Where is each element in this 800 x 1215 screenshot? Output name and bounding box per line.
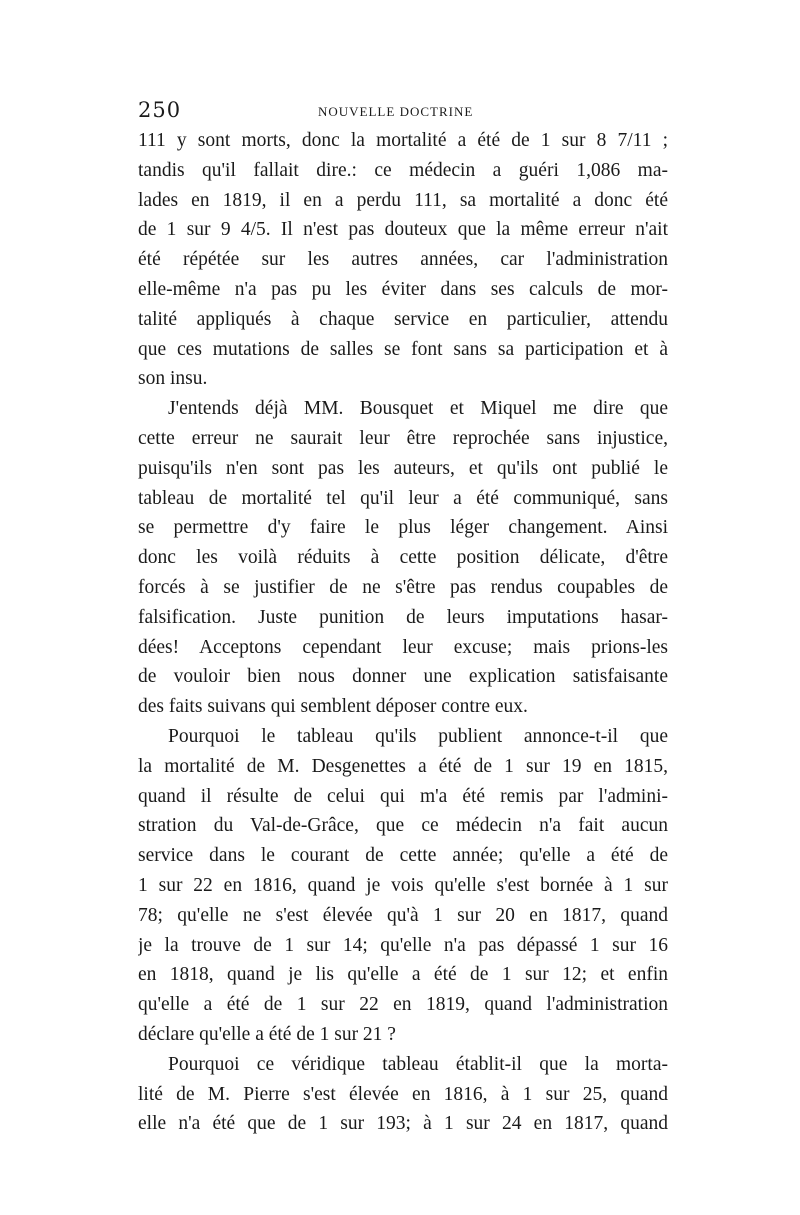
text-line: 1 sur 22 en 1816, quand je vois qu'elle s'est bornée à 1 sur [138,874,668,896]
paragraph-start-line: Pourquoi le tableau qu'ils publient annonce-t-il que [168,725,668,747]
text-line: 111 y sont morts, donc la mortalité a été de 1 sur 8 7/11 ; [138,130,668,151]
text-line: tandis qu'il fallait dire.: ce médecin a guéri 1,086 ma- [138,159,668,181]
text-line: quand il résulte de celui qui m'a été remis par l'admini- [138,785,668,807]
text-line: forcés à se justifier de ne s'être pas rendus coupables de [138,576,668,598]
text-line: lades en 1819, il en a perdu 111, sa mortalité a donc été [138,189,668,211]
text-line: se permettre d'y faire le plus léger changement. Ainsi [138,517,668,539]
text-line: stration du Val-de-Grâce, que ce médecin n'a fait aucun [138,815,668,837]
text-line: talité appliqués à chaque service en particulier, attendu [138,308,668,330]
text-line: la mortalité de M. Desgenettes a été de 1 sur 19 en 1815, [138,755,668,777]
text-line: cette erreur ne saurait leur être reprochée sans injustice, [138,427,668,449]
text-line: des faits suivans qui semblent déposer contre eux. [138,696,528,718]
paragraph-start-line: Pourquoi ce véridique tableau établit-il que la morta- [168,1053,668,1075]
text-line: dées! Acceptons cependant leur excuse; mais prions-les [138,636,668,658]
text-line: falsification. Juste punition de leurs imputations hasar- [138,606,668,628]
text-line: que ces mutations de salles se font sans sa participation et à [138,338,668,360]
text-line: en 1818, quand je lis qu'elle a été de 1 sur 12; et enfin [138,964,668,986]
text-line: donc les voilà réduits à cette position délicate, d'être [138,547,668,569]
text-line: de 1 sur 9 4/5. Il n'est pas douteux que la même erreur n'ait [138,219,668,241]
text-line: elle-même n'a pas pu les éviter dans ses calculs de mor- [138,278,668,300]
text-line: elle n'a été que de 1 sur 193; à 1 sur 24 en 1817, quand [138,1113,668,1135]
page-header [138,98,658,124]
page-number: 250 [138,98,182,122]
running-head: NOUVELLE DOCTRINE [318,104,474,119]
text-line: été répétée sur les autres années, car l'administration [138,249,668,271]
text-line: 78; qu'elle ne s'est élevée qu'à 1 sur 20 en 1817, quand [138,904,668,926]
text-line: service dans le courant de cette année; qu'elle a été de [138,845,668,867]
text-line: tableau de mortalité tel qu'il leur a été communiqué, sans [138,487,668,509]
text-line: déclare qu'elle a été de 1 sur 21 ? [138,1023,396,1045]
text-line: je la trouve de 1 sur 14; qu'elle n'a pas dépassé 1 sur 16 [138,934,668,956]
text-line: puisqu'ils n'en sont pas les auteurs, et qu'ils ont publié le [138,457,668,479]
text-line: de vouloir bien nous donner une explication satisfaisante [138,666,668,688]
body-text [138,126,668,1139]
text-line: lité de M. Pierre s'est élevée en 1816, à 1 sur 25, quand [138,1083,668,1105]
paragraph-start-line: J'entends déjà MM. Bousquet et Miquel me dire que [168,398,668,420]
text-line: son insu. [138,368,208,390]
text-line: qu'elle a été de 1 sur 22 en 1819, quand l'administration [138,994,668,1016]
